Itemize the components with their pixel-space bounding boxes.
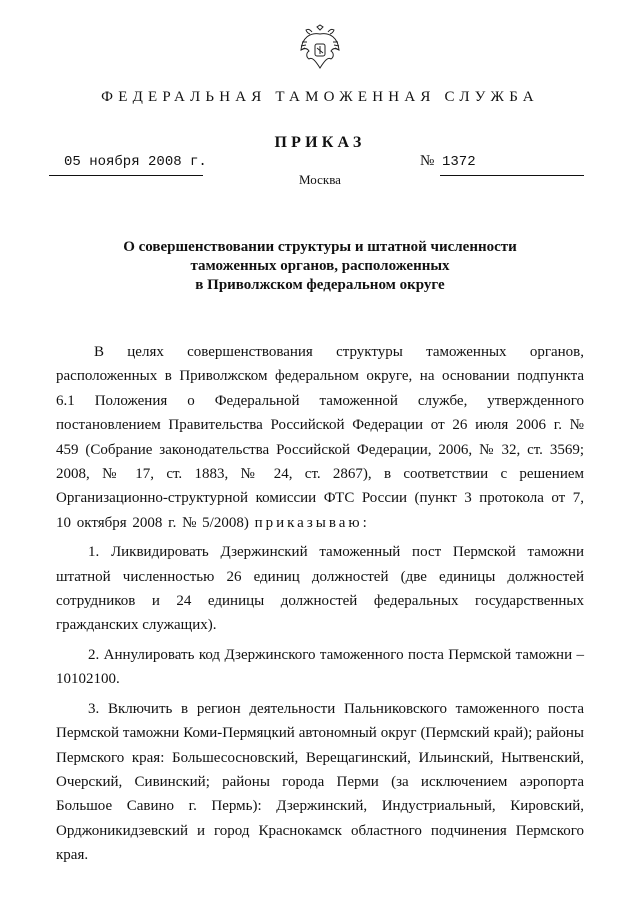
document-body — [56, 340, 584, 873]
heading-line: О совершенствовании структуры и штатной численности — [123, 239, 517, 255]
order-item-3: 3. Включить в регион деятельности Пальниковского таможенного поста Пермской таможни Коми-Пермяцкий автономный округ (Пермский край); районы Пермского края: Большесосновский, Верещагинский, Ильинский, Нытвенский, Очерский, Сивинский; районы города Перми (за исключением аэропорта Большое Савино г. Пермь): Дзержинский, Индустриальный, Кировский, Орджоникидзевский и город Краснокамск областного подчинения Пермского края. — [56, 700, 584, 864]
coat-of-arms-emblem — [298, 24, 342, 72]
city: Москва — [299, 172, 341, 187]
order-number: 1372 — [442, 154, 476, 170]
preamble-text: В целях совершенствования структуры таможенных органов, расположенных в Приволжском федеральном округе, на основании подпункта 6.1 Положения о Федеральной таможенной службе, утвержденного постановлением Правительства Российской Федерации от 26 июля 2006 г. № 459 (Собрание законодательства Российской Федерации, 2006, № 32, ст. 3569; 2008, № 17, ст. 1883, № 24, ст. 2867), в соответствии с решением Организационно-структурной комиссии ФТС России (пункт 3 протокола от 7, 10 октября 2008 г. № 5/2008) — [56, 344, 584, 531]
document-heading — [0, 238, 640, 295]
order-title: ПРИКАЗ — [274, 134, 366, 151]
heading-line: таможенных органов, расположенных — [190, 258, 450, 274]
order-item-2: 2. Аннулировать код Дзержинского таможенного поста Пермской таможни – 10102100. — [56, 646, 584, 688]
heading-line: в Приволжском федеральном округе — [195, 277, 445, 293]
agency-name: ФЕДЕРАЛЬНАЯ ТАМОЖЕННАЯ СЛУЖБА — [101, 89, 539, 105]
number-label: № — [420, 153, 435, 169]
order-item-1: 1. Ликвидировать Дзержинский таможенный пост Пермской таможни штатной численностью 26 единиц должностей (две единицы должностей сотрудников и 24 единицы должностей федеральных государственных гражданских служащих). — [56, 544, 584, 634]
preamble-paragraph — [56, 340, 584, 535]
order-date: 05 ноября 2008 г. — [64, 154, 207, 170]
order-word: приказываю: — [254, 514, 370, 531]
